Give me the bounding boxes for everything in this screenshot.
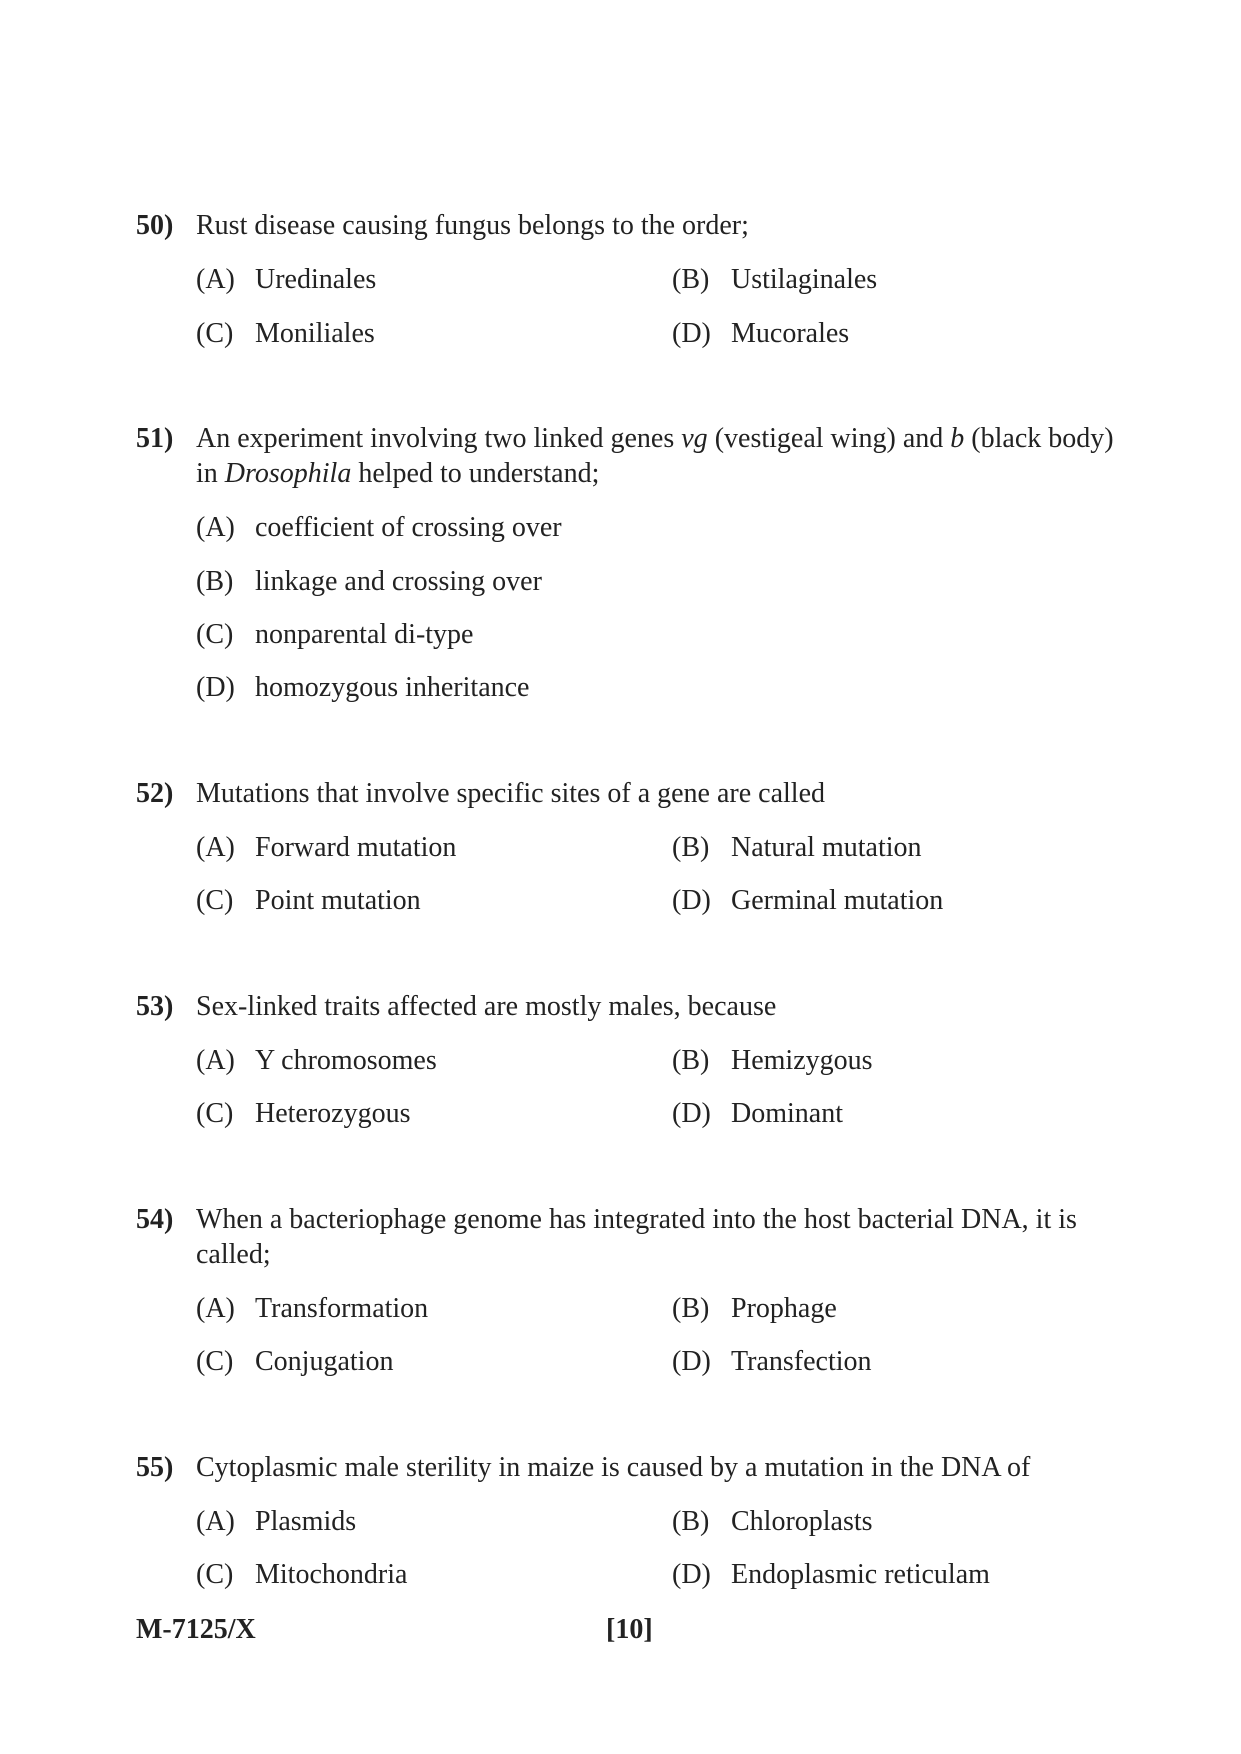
option-c[interactable] (196, 1096, 411, 1131)
option-a[interactable] (196, 510, 562, 545)
question-number: 51) (136, 423, 174, 454)
option-label: (C) (196, 885, 234, 916)
option-label: (D) (672, 318, 711, 349)
option-text: linkage and crossing over (255, 566, 542, 597)
question-text: Rust disease causing fungus belongs to the order; (196, 210, 749, 241)
option-text: Forward mutation (255, 832, 457, 863)
option-b[interactable] (672, 262, 877, 297)
option-text: Heterozygous (255, 1098, 411, 1129)
gene-symbol-vg: vg (681, 423, 708, 454)
paper-code: M-7125/X (136, 1614, 256, 1645)
option-label: (D) (672, 1098, 711, 1129)
option-label: (C) (196, 1098, 234, 1129)
option-label: (A) (196, 264, 235, 295)
option-b[interactable] (672, 1043, 873, 1078)
option-c[interactable] (196, 316, 375, 351)
option-label: (B) (672, 264, 710, 295)
option-b[interactable] (672, 1291, 837, 1326)
question-number: 54) (136, 1204, 174, 1235)
text-segment: (black body) in (196, 423, 1114, 489)
option-text: Chloroplasts (731, 1506, 873, 1537)
option-text: coefficient of crossing over (255, 512, 562, 543)
text-segment: helped to understand; (351, 458, 600, 489)
option-c[interactable] (196, 1344, 393, 1379)
option-text: Transformation (255, 1293, 429, 1324)
option-label: (D) (196, 672, 235, 703)
question-50 (136, 208, 1136, 243)
question-text: Sex-linked traits affected are mostly males, because (196, 991, 777, 1022)
option-text: Mucorales (731, 318, 850, 349)
option-label: (A) (196, 832, 235, 863)
page-number: [10] (606, 1614, 653, 1645)
option-b[interactable] (672, 830, 922, 865)
option-label: (A) (196, 1293, 235, 1324)
option-text: Ustilaginales (731, 264, 878, 295)
option-text: Germinal mutation (731, 885, 944, 916)
question-text: Mutations that involve specific sites of a gene are called (196, 778, 826, 809)
option-c[interactable] (196, 883, 421, 918)
option-text: nonparental di-type (255, 619, 474, 650)
question-52 (136, 776, 1136, 811)
option-label: (C) (196, 1346, 234, 1377)
option-d[interactable] (196, 670, 529, 705)
option-text: Moniliales (255, 318, 375, 349)
option-label: (D) (672, 1346, 711, 1377)
option-text: Mitochondria (255, 1559, 408, 1590)
option-text: Endoplasmic reticulam (731, 1559, 990, 1590)
organism-name: Drosophila (224, 458, 352, 489)
option-text: Transfection (731, 1346, 872, 1377)
gene-symbol-b: b (950, 423, 965, 454)
option-text: Plasmids (255, 1506, 357, 1537)
option-label: (B) (196, 566, 234, 597)
option-text: Hemizygous (731, 1045, 873, 1076)
question-55 (136, 1450, 1136, 1485)
option-d[interactable] (672, 1557, 990, 1592)
question-text: Cytoplasmic male sterility in maize is caused by a mutation in the DNA of (196, 1452, 1031, 1483)
text-segment: (vestigeal wing) and (707, 423, 951, 454)
option-label: (C) (196, 1559, 234, 1590)
option-text: Dominant (731, 1098, 843, 1129)
option-text: Natural mutation (731, 832, 922, 863)
option-label: (B) (672, 1045, 710, 1076)
option-label: (D) (672, 885, 711, 916)
option-label: (A) (196, 1045, 235, 1076)
option-c[interactable] (196, 1557, 407, 1592)
option-a[interactable] (196, 1043, 437, 1078)
option-d[interactable] (672, 316, 849, 351)
option-text: Conjugation (255, 1346, 394, 1377)
question-51 (136, 421, 1136, 491)
option-b[interactable] (672, 1504, 873, 1539)
question-number: 52) (136, 778, 174, 809)
option-text: homozygous inheritance (255, 672, 530, 703)
option-d[interactable] (672, 1344, 872, 1379)
question-text: When a bacteriophage genome has integrated into the host bacterial DNA, it is called; (196, 1204, 1077, 1270)
option-text: Point mutation (255, 885, 421, 916)
option-text: Y chromosomes (255, 1045, 437, 1076)
option-a[interactable] (196, 830, 456, 865)
option-label: (C) (196, 619, 234, 650)
option-label: (B) (672, 1293, 710, 1324)
option-label: (D) (672, 1559, 711, 1590)
question-number: 53) (136, 991, 174, 1022)
option-a[interactable] (196, 1291, 428, 1326)
text-segment: An experiment involving two linked genes (196, 423, 682, 454)
question-text (196, 421, 1136, 491)
option-b[interactable] (196, 564, 542, 599)
option-a[interactable] (196, 1504, 356, 1539)
option-label: (C) (196, 318, 234, 349)
question-number: 55) (136, 1452, 174, 1483)
option-label: (A) (196, 1506, 235, 1537)
option-label: (A) (196, 512, 235, 543)
option-text: Prophage (731, 1293, 837, 1324)
option-c[interactable] (196, 617, 473, 652)
option-label: (B) (672, 1506, 710, 1537)
option-text: Uredinales (255, 264, 377, 295)
option-d[interactable] (672, 1096, 843, 1131)
option-a[interactable] (196, 262, 376, 297)
option-label: (B) (672, 832, 710, 863)
question-number: 50) (136, 210, 174, 241)
option-d[interactable] (672, 883, 943, 918)
question-53 (136, 989, 1136, 1024)
question-54 (136, 1202, 1136, 1272)
